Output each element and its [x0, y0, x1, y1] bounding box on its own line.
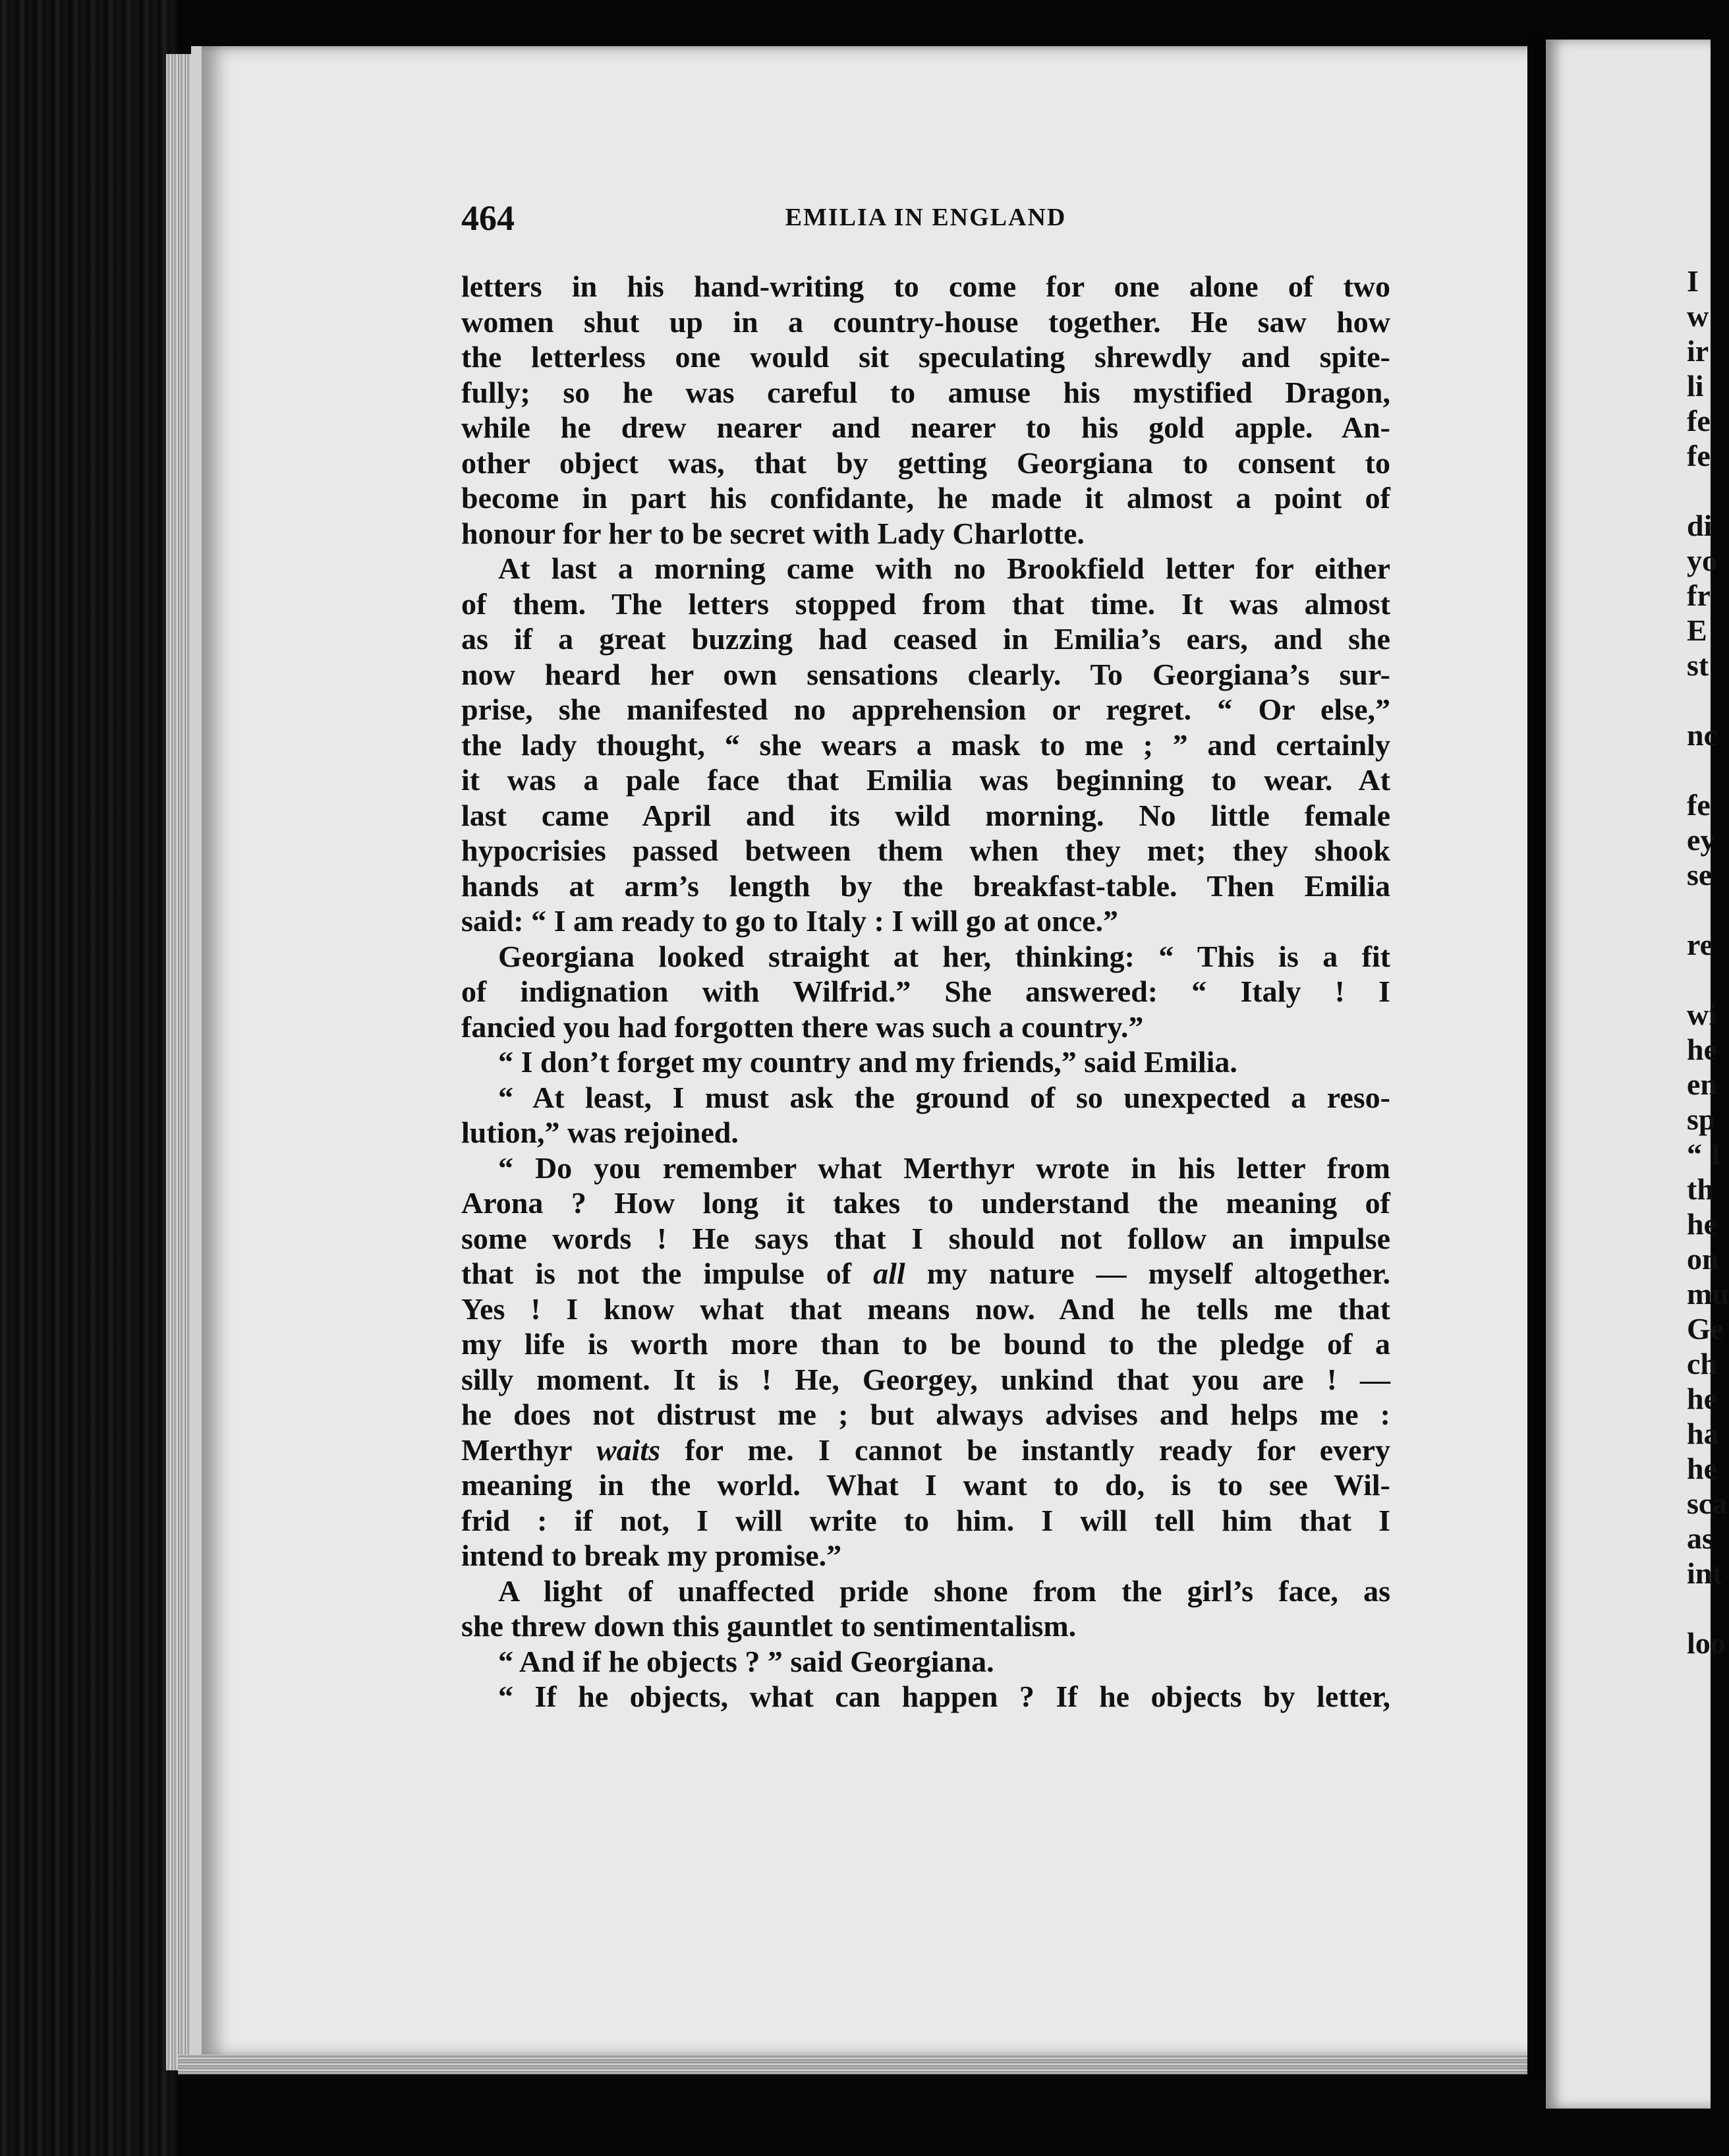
facing-page-fragment [1687, 962, 1729, 997]
facing-page-fragment [1687, 1591, 1729, 1626]
facing-page-fragment [1687, 752, 1729, 787]
text-line: letters in his hand-writing to come for one alone of two [461, 270, 1390, 303]
text-line: women shut up in a country-house together. He saw how [461, 304, 1390, 339]
text-line: fancied you had forgotten there was such a country.” [461, 1009, 1144, 1044]
page-number: 464 [461, 198, 515, 238]
text-line: that is not the impulse of all my nature — myself altogether. [461, 1257, 1390, 1290]
facing-page-fragment: I [1687, 264, 1699, 298]
text-line: the lady thought, “ she wears a mask to me ; ” and certainly [461, 727, 1390, 762]
facing-page-fragment: ey [1687, 823, 1716, 857]
text-line: the letterless one would sit speculating shrewdly and spite- [461, 340, 1390, 374]
facing-page-fragment: E [1687, 613, 1707, 647]
facing-page-fragment: wi [1687, 998, 1717, 1031]
text-line: Yes ! I know what that means now. And he tells me that [461, 1291, 1390, 1326]
facing-page-fragment: ha [1687, 1417, 1719, 1450]
text-line: Georgiana looked straight at her, thinking: “ This is a fit [498, 939, 1390, 973]
facing-page-fragment: w [1687, 299, 1709, 333]
facing-page-fragment: th [1687, 1172, 1714, 1206]
facing-page-fragment [1687, 683, 1729, 718]
facing-page-fragment: di [1687, 509, 1713, 542]
text-line: as if a great buzzing had ceased in Emilia’s ears, and she [461, 622, 1390, 656]
facing-page-fragment: st [1687, 648, 1709, 682]
facing-page-fragment: he [1687, 1207, 1717, 1241]
book-gutter [1527, 33, 1546, 2082]
text-line: prise, she manifested no apprehension or regret. “ Or else,” [461, 693, 1390, 726]
facing-page-fragment: he [1687, 1033, 1717, 1066]
text-line: it was a pale face that Emilia was beginning to wear. At [461, 763, 1390, 797]
text-line: honour for her to be secret with Lady Charlotte. [461, 516, 1085, 550]
facing-page-fragment: loo [1687, 1626, 1726, 1660]
text-line: meaning in the world. What I want to do, is to see Wil- [461, 1468, 1390, 1502]
facing-page-fragment [1687, 892, 1729, 927]
text-line: “ If he objects, what can happen ? If he objects by letter, [498, 1680, 1390, 1713]
facing-page-fragment: he [1687, 1382, 1717, 1415]
facing-page-fragment: as [1687, 1521, 1714, 1555]
text-line: At last a morning came with no Brookfield letter for either [498, 552, 1390, 585]
facing-page-fragment: fe [1687, 788, 1711, 822]
body-text [461, 269, 1390, 1715]
text-line: he does not distrust me ; but always advises and helps me : [461, 1398, 1390, 1431]
facing-page-fragment: yo [1687, 544, 1717, 577]
page-header [461, 198, 1390, 240]
facing-page-fragment: ir [1687, 334, 1709, 368]
text-line: intend to break my promise.” [461, 1539, 842, 1572]
facing-page-fragment: on [1687, 1242, 1719, 1276]
text-line: some words ! He says that I should not follow an impulse [461, 1221, 1390, 1255]
text-line: she threw down this gauntlet to sentimentalism. [461, 1609, 1077, 1643]
facing-page [1546, 40, 1711, 2109]
text-line: lution,” was rejoined. [461, 1116, 739, 1149]
text-line: “ I don’t forget my country and my friends,” said Emilia. [498, 1045, 1237, 1079]
text-line: other object was, that by getting Georgiana to consent to [461, 445, 1390, 480]
text-line: while he drew nearer and nearer to his gold apple. An- [461, 411, 1390, 444]
text-line: silly moment. It is ! He, Georgey, unkind that you are ! — [461, 1362, 1390, 1396]
facing-page-fragment: int [1687, 1556, 1722, 1590]
text-line: said: “ I am ready to go to Italy : I will go at once.” [461, 904, 1119, 938]
facing-page-text-fragments [1687, 264, 1729, 1660]
facing-page-fragment: he [1687, 1452, 1717, 1485]
facing-page-fragment: “ I [1687, 1137, 1722, 1171]
book-spine [0, 0, 178, 2156]
text-line: my life is worth more than to be bound to the pledge of a [461, 1327, 1390, 1361]
facing-page-fragment: ch [1687, 1347, 1717, 1380]
facing-page-fragment: li [1687, 369, 1704, 403]
facing-page-fragment: mu [1687, 1277, 1729, 1311]
text-line: “ At least, I must ask the ground of so unexpected a reso- [498, 1080, 1390, 1114]
text-line: frid : if not, I will write to him. I will tell him that I [461, 1503, 1390, 1537]
text-line: “ And if he objects ? ” said Georgiana. [498, 1644, 994, 1678]
text-line: of them. The letters stopped from that time. It was almost [461, 586, 1390, 621]
facing-page-fragment: re [1687, 928, 1714, 961]
text-line: Arona ? How long it takes to understand the meaning of [461, 1186, 1390, 1220]
text-line: hands at arm’s length by the breakfast-table. Then Emilia [461, 868, 1390, 903]
text-line: Merthyr waits for me. I cannot be instantly ready for every [461, 1433, 1390, 1467]
page-bottom-edges [178, 2055, 1535, 2074]
facing-page-fragment: se [1687, 858, 1713, 892]
running-head: EMILIA IN ENGLAND [785, 204, 1067, 231]
text-line: “ Do you remember what Merthyr wrote in his letter from [498, 1150, 1390, 1185]
facing-page-fragment: Ge [1687, 1312, 1724, 1346]
facing-page-fragment: en [1687, 1067, 1717, 1101]
text-line: become in part his confidante, he made it almost a point of [461, 481, 1390, 515]
text-line: now heard her own sensations clearly. To Georgiana’s sur- [461, 657, 1390, 691]
facing-page-fragment: fe [1687, 439, 1711, 472]
text-line: fully; so he was careful to amuse his mystified Dragon, [461, 375, 1390, 409]
text-line: of indignation with Wilfrid.” She answered: “ Italy ! I [461, 975, 1390, 1008]
facing-page-fragment [1687, 473, 1729, 508]
facing-page-fragment: sp [1687, 1102, 1716, 1136]
text-line: last came April and its wild morning. No little female [461, 798, 1390, 832]
facing-page-fragment: fr [1687, 579, 1711, 612]
facing-page-fragment: fe [1687, 404, 1711, 438]
text-line: A light of unaffected pride shone from the girl’s face, as [498, 1574, 1390, 1608]
facing-page-fragment: sca [1687, 1487, 1728, 1520]
text-line: hypocrisies passed between them when they met; they shook [461, 834, 1390, 867]
facing-page-fragment: nc [1687, 718, 1717, 752]
